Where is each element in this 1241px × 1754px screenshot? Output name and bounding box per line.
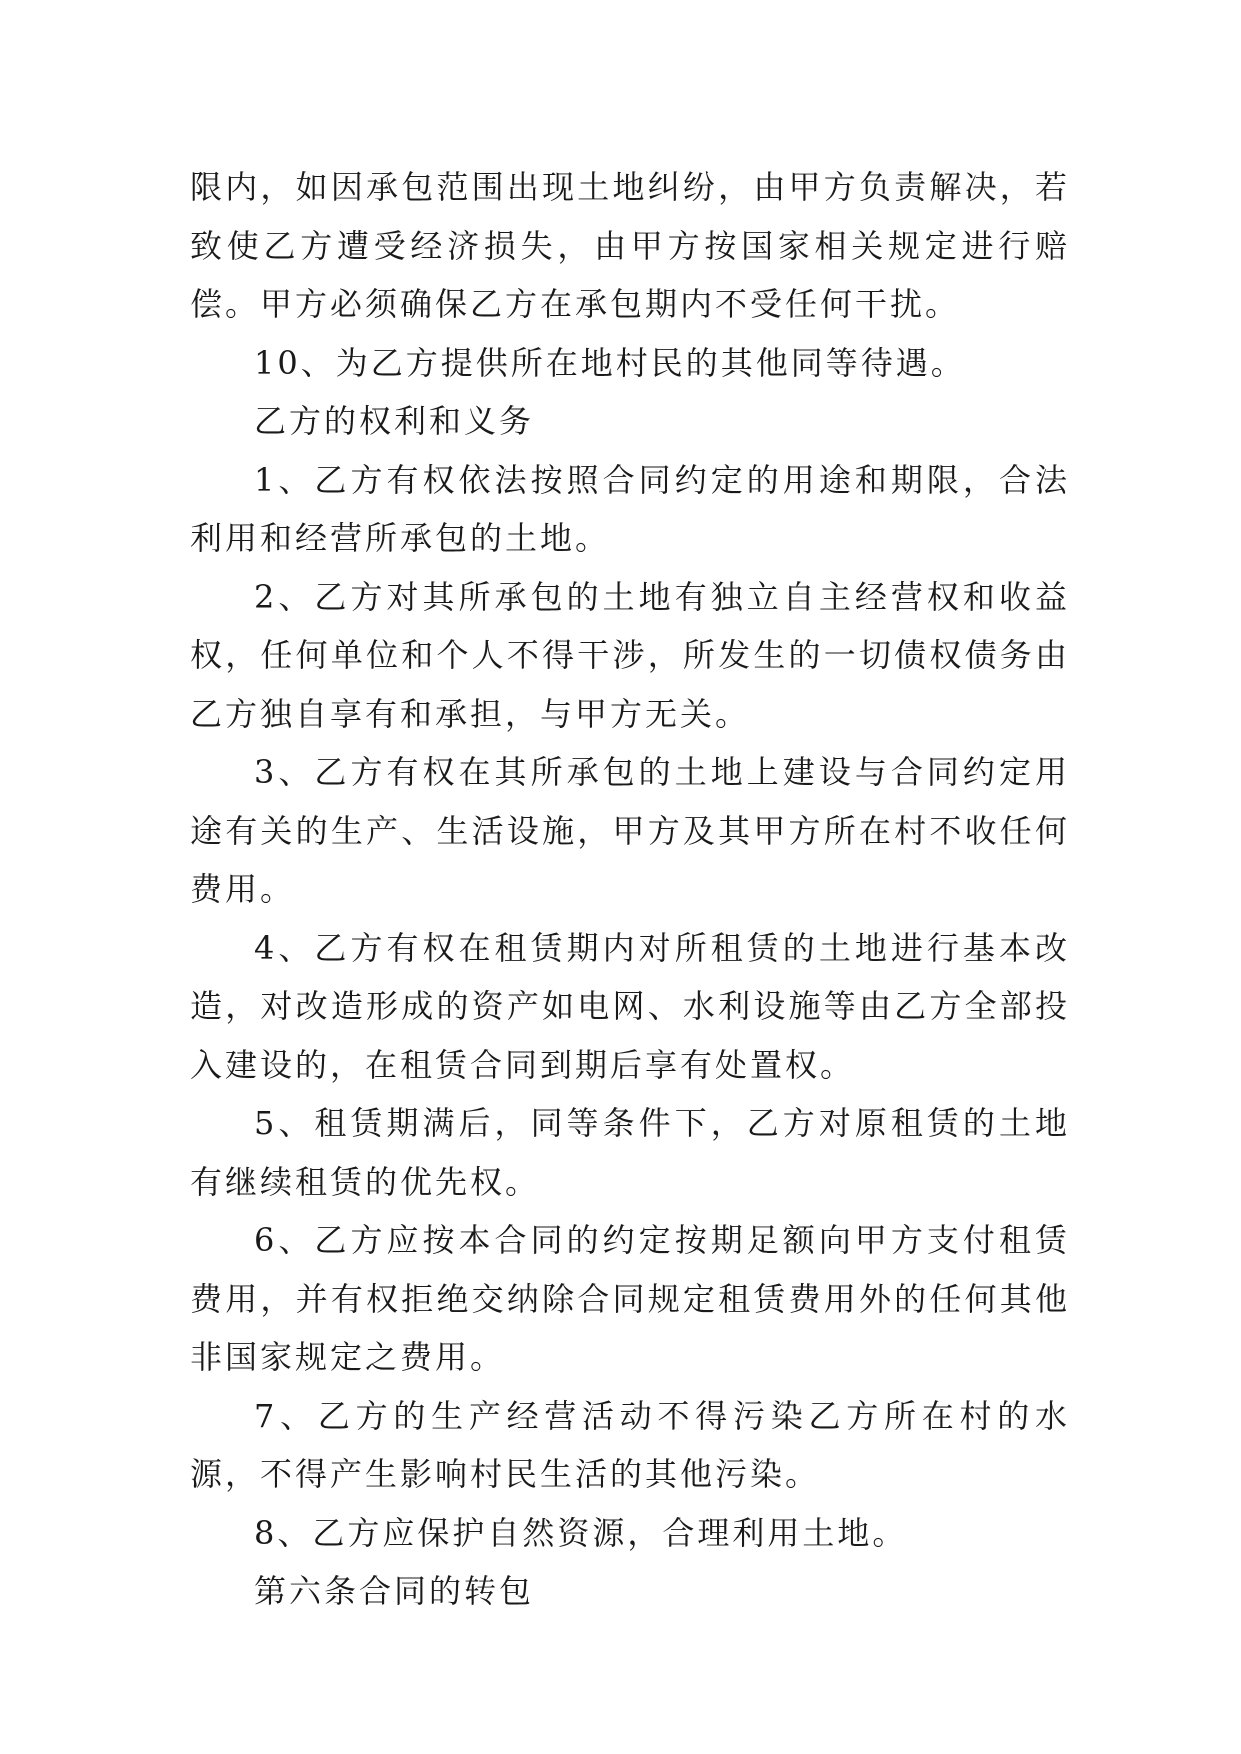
paragraph-continuation: 限内，如因承包范围出现土地纠纷，由甲方负责解决，若致使乙方遭受经济损失，由甲方按国家相关规定进行赔偿。甲方必须确保乙方在承包期内不受任何干扰。 (190, 168, 1070, 323)
paragraph-clause-10: 10、为乙方提供所在地村民的其他同等待遇。 (254, 343, 966, 382)
paragraph-clause-3: 3、乙方有权在其所承包的土地上建设与合同约定用途有关的生产、生活设施，甲方及其甲方所在村不收任何费用。 (190, 753, 1070, 908)
paragraph-clause-6: 6、乙方应按本合同的约定按期足额向甲方支付租赁费用，并有权拒绝交纳除合同规定租赁费用外的任何其他非国家规定之费用。 (190, 1221, 1070, 1376)
paragraph-clause-5: 5、租赁期满后，同等条件下，乙方对原租赁的土地有继续租赁的优先权。 (190, 1104, 1070, 1201)
paragraph-clause-2: 2、乙方对其所承包的土地有独立自主经营权和收益权，任何单位和个人不得干涉，所发生的一切债权债务由乙方独自享有和承担，与甲方无关。 (190, 577, 1070, 733)
paragraph-clause-8: 8、乙方应保护自然资源，合理利用土地。 (254, 1513, 908, 1552)
contract-text-body (190, 158, 1070, 1621)
paragraph-clause-1: 1、乙方有权依法按照合同约定的用途和期限，合法利用和经营所承包的土地。 (190, 460, 1070, 557)
paragraph-clause-7: 7、乙方的生产经营活动不得污染乙方所在村的水源，不得产生影响村民生活的其他污染。 (190, 1396, 1070, 1493)
section-heading-party-b-rights: 乙方的权利和义务 (254, 402, 535, 440)
section-heading-article-6: 第六条合同的转包 (254, 1572, 535, 1610)
paragraph-clause-4: 4、乙方有权在租赁期内对所租赁的土地进行基本改造，对改造形成的资产如电网、水利设施等由乙方全部投入建设的，在租赁合同到期后享有处置权。 (190, 928, 1070, 1084)
